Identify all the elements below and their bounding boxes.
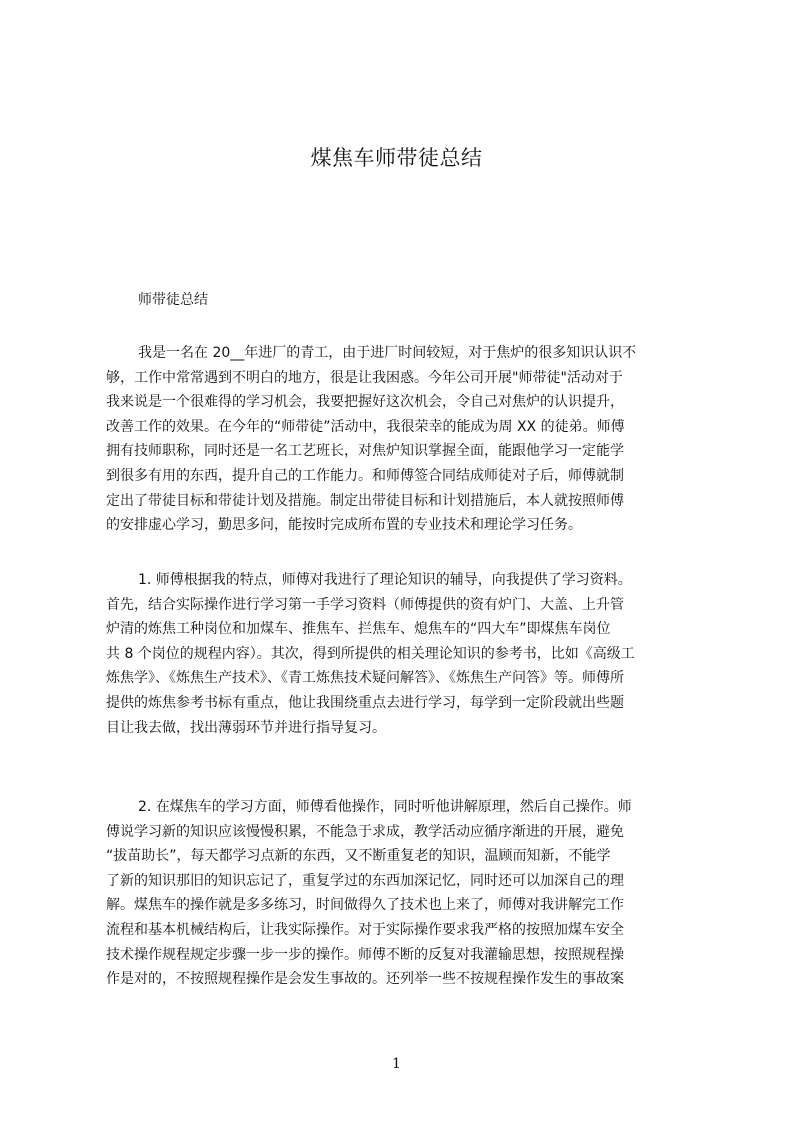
paragraph-line: 到很多有用的东西，提升自己的工作能力。和师傅签合同结成师徒对子后，师傅就制: [106, 467, 624, 484]
paragraph-line: 拥有技师职称，同时还是一名工艺班长，对焦炉知识掌握全面，能跟他学习一定能学: [106, 443, 624, 460]
paragraph-line: 流程和基本机械结构后，让我实际操作。对于实际操作要求我严格的按照加煤车安全: [106, 921, 624, 938]
paragraph-line: 首先，结合实际操作进行学习第一手学习资料（师傅提供的资有炉门、大盖、上升管: [106, 596, 624, 613]
paragraph-point-2: [106, 795, 698, 992]
paragraph-line: 1. 师傅根据我的特点，师傅对我进行了理论知识的辅导，向我提供了学习资料。: [138, 572, 632, 588]
paragraph-intro: [106, 341, 698, 538]
paragraph-line: 改善工作的效果。在今年的“师带徒”活动中，我很荣幸的能成为周 XX 的徒弟。师傅: [106, 418, 625, 435]
paragraph-line: 炼焦学》、《炼焦生产技术》、《青工炼焦技术疑问解答》、《炼焦生产问答》等。师傅所: [106, 670, 624, 687]
paragraph-line: 炉清的炼焦工种岗位和加煤车、推焦车、拦焦车、熄焦车的“四大车”即煤焦车岗位: [106, 621, 611, 638]
paragraph-line: 技术操作规程规定步骤一步一步的操作。师傅不断的反复对我灌输思想，按照规程操: [106, 946, 624, 963]
paragraph-line: 目让我去做，找出薄弱环节并进行指导复习。: [106, 719, 386, 736]
paragraph-line: 2. 在煤焦车的学习方面，师傅看他操作，同时听他讲解原理，然后自己操作。师: [138, 799, 632, 815]
section-heading: 师带徒总结: [138, 292, 208, 308]
paragraph-line: 的安排虚心学习，勤思多问，能按时完成所布置的专业技术和理论学习任务。: [106, 517, 582, 534]
paragraph-line: 定出了带徒目标和带徒计划及措施。制定出带徒目标和计划措施后，本人就按照师傅: [106, 492, 624, 509]
page-number: 1: [392, 1056, 401, 1072]
paragraph-line: 作是对的，不按照规程操作是会发生事故的。还列举一些不按规程操作发生的事故案: [106, 971, 624, 988]
paragraph-point-1: [106, 568, 698, 740]
paragraph-line: 了新的知识那旧的知识忘记了，重复学过的东西加深记忆，同时还可以加深自己的理: [106, 872, 624, 889]
document-title: 煤焦车师带徒总结: [310, 146, 483, 170]
paragraph-line: 我来说是一个很难得的学习机会，我要把握好这次机会，令自己对焦炉的认识提升，: [106, 394, 624, 411]
paragraph-line: 共 8 个岗位的规程内容）。其次，得到所提供的相关理论知识的参考书，比如《高级工: [106, 645, 635, 662]
paragraph-line: 提供的炼焦参考书标有重点，他让我围绕重点去进行学习，每学到一定阶段就出些题: [106, 694, 624, 711]
paragraph-line: 够，工作中常常遇到不明白的地方，很是让我困惑。今年公司开展"师带徒"活动对于: [106, 369, 623, 386]
paragraph-line: 我是一名在 20__年进厂的青工，由于进厂时间较短，对于焦炉的很多知识认识不: [138, 345, 637, 361]
paragraph-line: 傅说学习新的知识应该慢慢积累，不能急于求成，教学活动应循序渐进的开展，避免: [106, 823, 624, 840]
paragraph-line: 解。煤焦车的操作就是多多练习，时间做得久了技术也上来了，师傅对我讲解完工作: [106, 897, 624, 914]
paragraph-line: “拔苗助长”，每天都学习点新的东西，又不断重复老的知识，温顾而知新，不能学: [106, 848, 611, 865]
